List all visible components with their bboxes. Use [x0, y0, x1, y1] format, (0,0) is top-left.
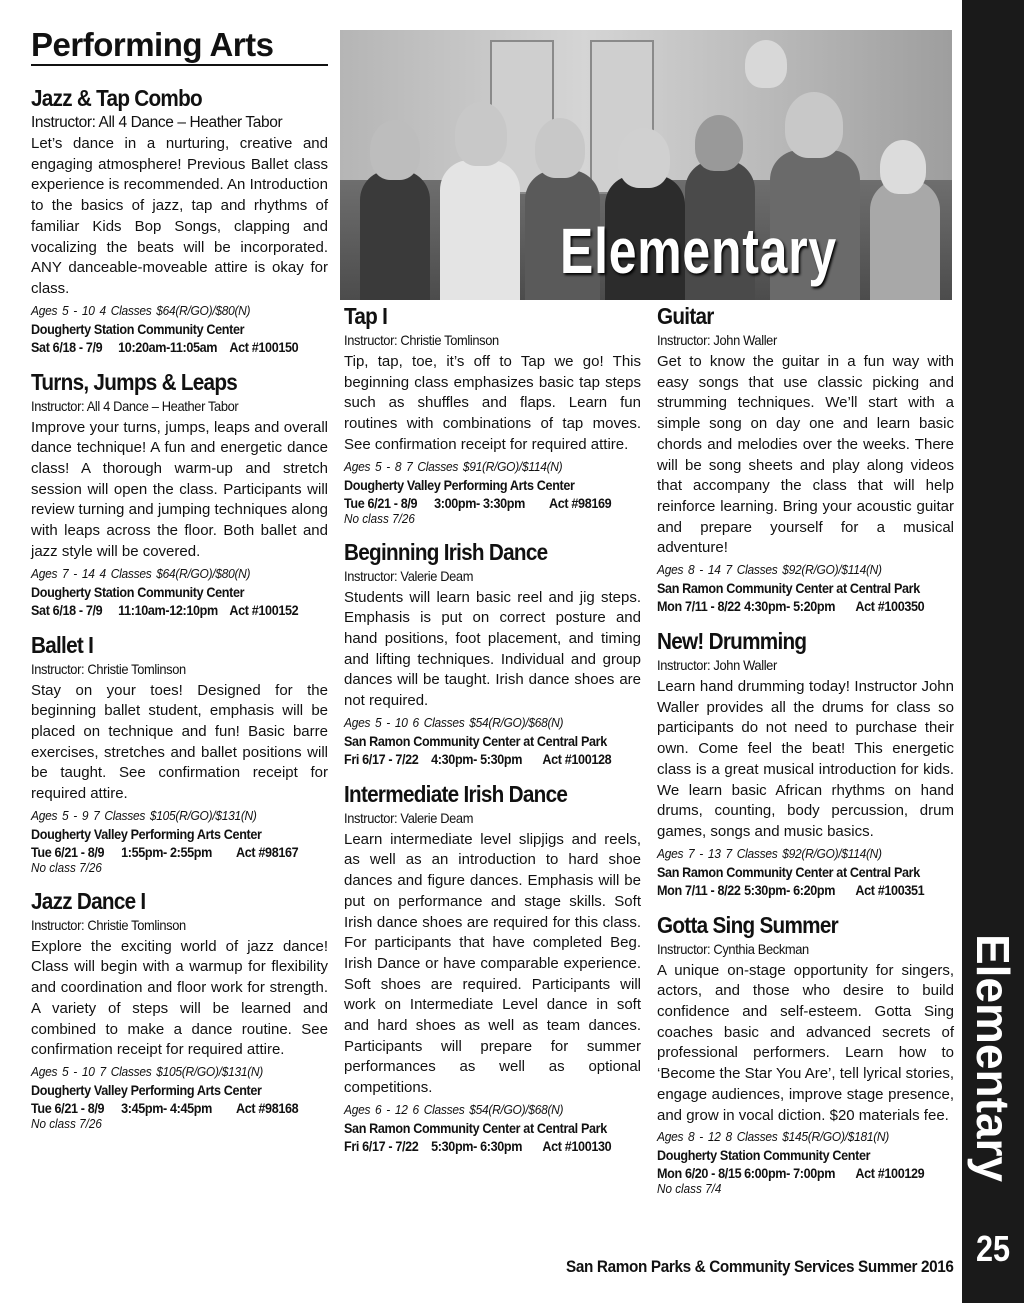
class-schedule: [344, 494, 611, 512]
class-activity-number: Act #100351: [855, 881, 925, 898]
class-listing: [31, 368, 328, 619]
class-location: San Ramon Community Center at Central Park: [344, 732, 607, 749]
class-instructor: Instructor: Christie Tomlinson: [31, 660, 186, 677]
class-description: Stay on your toes! Designed for the beginning ballet student, emphasis will be placed on technique and fun! Basic barre exercises, stretches and ballet positions will be taught. See confirmation receipt for required attire.: [31, 681, 328, 803]
class-listing: [31, 887, 328, 1131]
class-instructor: Instructor: Christie Tomlinson: [31, 916, 186, 933]
photo-child-head: [535, 118, 585, 178]
class-note: No class 7/26: [31, 859, 102, 875]
class-description: Get to know the guitar in a fun way with easy songs that use classic picking and strumming techniques. We’ll start with a simple song on day one and learn basic chords and melodies over the weeks. There will be song sheets and play along videos that accompany the class that will help reinforce learning. Bring your acoustic guitar and prepare yourself for a musical adventure!: [657, 353, 954, 557]
class-location: Dougherty Station Community Center: [31, 320, 245, 337]
class-dates: Mon 7/11 - 8/22: [657, 598, 741, 615]
class-ages-fees: Ages 6 - 12 6 Classes $54(R/GO)/$68(N): [344, 1101, 564, 1117]
photo-child-head: [880, 140, 926, 194]
class-title: Turns, Jumps & Leaps: [31, 368, 238, 395]
class-ages-fees: Ages 5 - 8 7 Classes $91(R/GO)/$114(N): [344, 458, 563, 474]
class-listing: [657, 302, 954, 615]
class-listing: [344, 302, 641, 526]
class-description: Learn hand drumming today! Instructor John Waller provides all the drums for class so participants do not need to purchase their own. Come feel the beat! This energetic class is a great musical introduction for kids. We learn basic African rhythms on hand drums, counting, body percussion, drum games, songs and music basics.: [657, 678, 954, 840]
photo-child-head: [370, 120, 420, 180]
class-title: Guitar: [657, 303, 714, 329]
class-dates: Fri 6/17 - 7/22: [344, 750, 419, 767]
class-note: No class 7/26: [31, 1115, 102, 1131]
class-listing: [344, 538, 641, 768]
photo-child-head: [618, 128, 670, 188]
class-activity-number: Act #98168: [236, 1099, 299, 1116]
class-schedule: [657, 597, 924, 615]
class-dates: Sat 6/18 - 7/9: [31, 338, 103, 355]
class-title: Jazz & Tap Combo: [31, 85, 202, 111]
class-description: Improve your turns, jumps, leaps and overall dance technique! A fun and energetic dance class! A thorough warm-up and stretch session will open the class. Participants will review turning and jumping techniques along with leaps across the floor. Both ballet and jazz style will be covered.: [31, 418, 328, 560]
class-listing: [31, 631, 328, 875]
class-activity-number: Act #100130: [542, 1137, 612, 1154]
class-activity-number: Act #100350: [855, 598, 925, 615]
class-schedule: [657, 881, 924, 899]
photo-child: [870, 180, 940, 300]
class-description: Let’s dance in a nurturing, creative and engaging atmosphere! Previous Ballet class experience is recommended. An Introduction to the basics of jazz, tap and rhythms of familiar Kids Bop Songs, clapping and vocalizing the beats will be incorporated. ANY danceable-moveable attire is okay for class.: [31, 135, 328, 297]
page-number: 25: [975, 1228, 1011, 1269]
class-description: A unique on-stage opportunity for singers, actors, and those who desire to build confidence and self-esteem. Gotta Sing coaches basic and advanced secrets of professional performers. Learn how to ‘Become the Star You Are’, tell lyrical stories, engage audiences, improve stage presence, and grow in vocal diction. $20 materials fee.: [657, 961, 954, 1124]
class-dates: Mon 7/11 - 8/22: [657, 881, 741, 898]
class-instructor: Instructor: All 4 Dance – Heather Tabor: [31, 397, 239, 414]
class-activity-number: Act #98169: [549, 494, 612, 511]
section-title: Performing Arts: [31, 26, 328, 66]
class-description: Students will learn basic reel and jig steps. Emphasis is put on correct posture and hand positions, foot placement, and timing and lifting techniques. Individual and group dances will be taught. Irish dance shoes are not required.: [344, 588, 641, 710]
column-right: [657, 302, 954, 1208]
class-title: Beginning Irish Dance: [344, 538, 548, 565]
class-instructor: Instructor: Cynthia Beckman: [657, 940, 809, 957]
class-schedule: [31, 601, 298, 619]
class-ages-fees: Ages 5 - 10 7 Classes $105(R/GO)/$131(N): [31, 1063, 263, 1079]
class-location: Dougherty Station Community Center: [31, 583, 245, 600]
class-schedule: [344, 750, 611, 768]
class-ages-fees: Ages 5 - 10 6 Classes $54(R/GO)/$68(N): [344, 714, 564, 730]
class-title: Ballet I: [31, 631, 94, 658]
class-ages-fees: Ages 8 - 14 7 Classes $92(R/GO)/$114(N): [657, 562, 882, 578]
class-ages-fees: Ages 7 - 13 7 Classes $92(R/GO)/$114(N): [657, 845, 882, 861]
class-schedule: [657, 1164, 924, 1182]
class-schedule: [344, 1137, 611, 1155]
class-instructor: Instructor: All 4 Dance – Heather Tabor: [31, 114, 283, 131]
class-dates: Fri 6/17 - 7/22: [344, 1137, 419, 1154]
photo-caption: Elementary: [560, 215, 837, 287]
class-time: 1:55pm- 2:55pm: [121, 843, 212, 860]
class-activity-number: Act #98167: [236, 843, 299, 860]
class-activity-number: Act #100129: [855, 1165, 925, 1182]
class-location: Dougherty Valley Performing Arts Center: [31, 1081, 262, 1098]
class-title: Intermediate Irish Dance: [344, 780, 568, 807]
class-schedule: [31, 843, 298, 861]
class-dates: Tue 6/21 - 8/9: [31, 1099, 105, 1116]
sidebar-label: Elementary: [967, 933, 1019, 1183]
class-description: Tip, tap, toe, it’s off to Tap we go! This beginning class emphasizes basic tap steps such as shuffles and flaps. Learn fun routines with combinations of tap moves. See confirmation receipt for required attire.: [344, 353, 641, 453]
column-left: [31, 84, 328, 1143]
class-listing: [344, 780, 641, 1155]
class-dates: Sat 6/18 - 7/9: [31, 601, 103, 618]
column-middle: [344, 302, 641, 1167]
class-description: Explore the exciting world of jazz dance! Class will begin with a warmup for flexibility and coordination and floor work for strength. A variety of steps will be learned and combined to make a dance routine. See confirmation receipt for required attire.: [31, 937, 328, 1059]
class-location: Dougherty Station Community Center: [657, 1147, 871, 1164]
class-schedule: [31, 1099, 298, 1117]
class-listing: [657, 911, 954, 1197]
class-instructor: Instructor: John Waller: [657, 332, 777, 348]
class-location: San Ramon Community Center at Central Park: [657, 580, 920, 597]
class-listing: [657, 627, 954, 899]
class-note: No class 7/26: [344, 510, 415, 526]
class-time: 5:30pm- 6:30pm: [431, 1137, 523, 1154]
class-instructor: Instructor: Valerie Deam: [344, 809, 474, 826]
class-listing: [31, 84, 328, 356]
class-activity-number: Act #100128: [542, 750, 612, 767]
class-location: San Ramon Community Center at Central Park: [344, 1119, 607, 1136]
class-time: 5:30pm- 6:20pm: [744, 881, 836, 898]
class-ages-fees: Ages 5 - 9 7 Classes $105(R/GO)/$131(N): [31, 807, 257, 823]
class-activity-number: Act #100150: [229, 338, 299, 355]
class-location: Dougherty Valley Performing Arts Center: [344, 476, 575, 493]
class-instructor: Instructor: Valerie Deam: [344, 567, 474, 584]
class-title: Tap I: [344, 303, 388, 329]
photo-child-head: [785, 92, 843, 158]
class-time: 4:30pm- 5:30pm: [431, 750, 523, 767]
photo-child-head: [745, 40, 787, 88]
class-dates: Tue 6/21 - 8/9: [31, 843, 105, 860]
class-location: San Ramon Community Center at Central Park: [657, 863, 920, 880]
class-instructor: Instructor: Christie Tomlinson: [344, 332, 499, 348]
class-activity-number: Act #100152: [229, 601, 299, 618]
class-ages-fees: Ages 7 - 14 4 Classes $64(R/GO)/$80(N): [31, 565, 251, 581]
photo-child-head: [455, 102, 507, 166]
class-time: 6:00pm- 7:00pm: [744, 1165, 836, 1182]
class-note: No class 7/4: [657, 1181, 722, 1197]
class-location: Dougherty Valley Performing Arts Center: [31, 825, 262, 842]
class-dates: Tue 6/21 - 8/9: [344, 494, 418, 511]
photo-child: [440, 160, 520, 300]
class-title: Gotta Sing Summer: [657, 911, 838, 938]
class-time: 3:45pm- 4:45pm: [121, 1099, 212, 1116]
class-title: Jazz Dance I: [31, 887, 146, 914]
photo-child: [360, 170, 430, 300]
class-instructor: Instructor: John Waller: [657, 657, 777, 674]
class-time: 10:20am-11:05am: [118, 338, 218, 355]
class-ages-fees: Ages 8 - 12 8 Classes $145(R/GO)/$181(N): [657, 1129, 889, 1145]
photo-child-head: [695, 115, 743, 171]
class-time: 3:00pm- 3:30pm: [434, 494, 525, 511]
page-footer: San Ramon Parks & Community Services Summer 2016: [566, 1257, 954, 1276]
class-title: New! Drumming: [657, 628, 807, 655]
class-description: Learn intermediate level slipjigs and reels, as well as an introduction to hard shoe dances and figure dances. Emphasis will be put on performance and stage skills. Soft Irish dance shoes are required for this class. For participants that have completed Beg. Irish Dance or have comparable experience. Soft shoes are required. Participants will work on Intermediate Level dance in soft and hard shoes as well as team dances. Participants will prepare for summer performances as well as optional competitions.: [344, 830, 641, 1097]
class-time: 11:10am-12:10pm: [118, 601, 218, 618]
class-schedule: [31, 338, 298, 356]
class-time: 4:30pm- 5:20pm: [744, 598, 836, 615]
class-ages-fees: Ages 5 - 10 4 Classes $64(R/GO)/$80(N): [31, 302, 251, 318]
class-dates: Mon 6/20 - 8/15: [657, 1165, 742, 1182]
